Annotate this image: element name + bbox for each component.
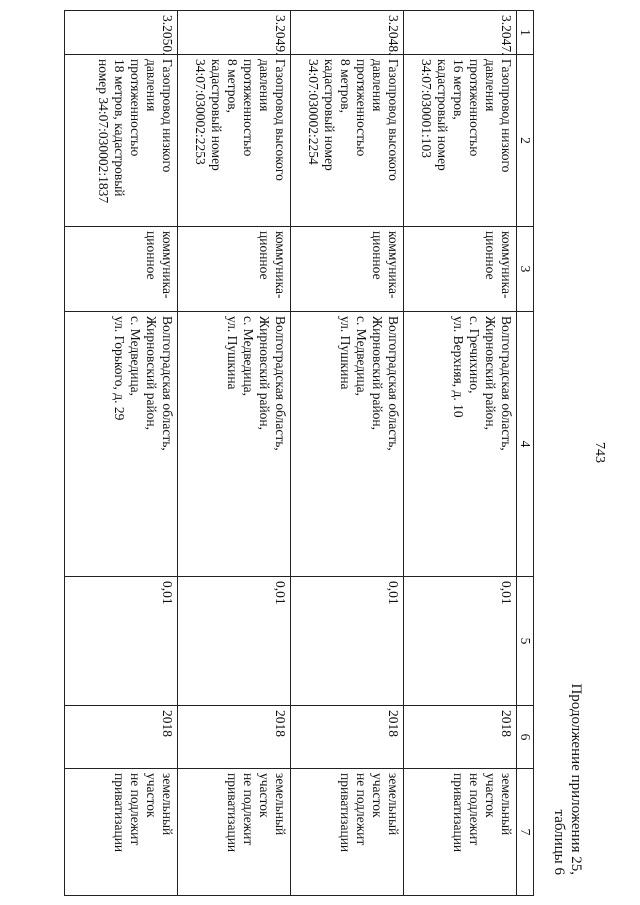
- object-name-line: Газопровод высокого: [273, 59, 288, 181]
- object-name-line: Газопровод низкого: [160, 59, 175, 173]
- note-line: приватизации: [112, 773, 127, 853]
- page-number: 743: [592, 442, 607, 463]
- address-line: Жирновский район,: [257, 316, 272, 431]
- note-line: земельный: [160, 773, 175, 836]
- row-number: 3.2048.: [291, 11, 404, 55]
- header-col-5: 5: [517, 577, 534, 706]
- address-line: Волгоградская область,: [499, 316, 514, 451]
- registry-table: [64, 10, 534, 896]
- row-number: 3.2047.: [404, 11, 517, 55]
- note: [291, 769, 404, 896]
- object-name: [178, 55, 291, 227]
- purpose-line: коммуника-: [499, 231, 514, 299]
- object-name: [404, 55, 517, 227]
- note: [65, 769, 178, 896]
- header-col-1: 1: [517, 11, 534, 55]
- address-line: с. Гречихино,: [467, 316, 482, 394]
- purpose-line: ционное: [370, 231, 385, 280]
- header-col-3: 3: [517, 227, 534, 312]
- purpose: [404, 227, 517, 312]
- area: 0,01: [178, 577, 291, 706]
- header-col-2: 2: [517, 55, 534, 227]
- address-line: Волгоградская область,: [273, 316, 288, 451]
- object-name-line: давления: [370, 59, 385, 112]
- note-line: земельный: [273, 773, 288, 836]
- note-line: участок: [370, 773, 385, 818]
- address: [404, 312, 517, 577]
- continuation-caption: [550, 615, 584, 875]
- address-line: ул. Верхняя, д. 10: [451, 316, 466, 418]
- object-name-line: протяженностью: [128, 59, 143, 157]
- address-line: Жирновский район,: [144, 316, 159, 431]
- note-line: приватизации: [451, 773, 466, 853]
- address-line: Волгоградская область,: [386, 316, 401, 451]
- year: 2018: [65, 706, 178, 769]
- object-name-line: протяженностью: [354, 59, 369, 157]
- object-name-line: 18 метров, кадастровый: [112, 59, 127, 197]
- note-line: участок: [483, 773, 498, 818]
- object-name-line: 16 метров,: [451, 59, 466, 120]
- object-name-line: кадастровый номер: [322, 59, 337, 171]
- note-line: приватизации: [225, 773, 240, 853]
- object-name-line: протяженностью: [241, 59, 256, 157]
- note-line: участок: [257, 773, 272, 818]
- object-name-line: протяженностью: [467, 59, 482, 157]
- address-line: Жирновский район,: [483, 316, 498, 431]
- note-line: не подлежит: [241, 773, 256, 846]
- note: [404, 769, 517, 896]
- continuation-line-1: Продолжение приложения 25,: [568, 683, 584, 875]
- purpose-line: коммуника-: [160, 231, 175, 299]
- continuation-line-2: таблицы 6: [551, 809, 567, 875]
- note-line: не подлежит: [128, 773, 143, 846]
- object-name-line: Газопровод высокого: [386, 59, 401, 181]
- address-line: ул. Горького, д. 29: [112, 316, 127, 421]
- header-col-7: 7: [517, 769, 534, 896]
- header-col-6: 6: [517, 706, 534, 769]
- address-line: с. Медведица,: [354, 316, 369, 397]
- year: 2018: [404, 706, 517, 769]
- note: [178, 769, 291, 896]
- purpose-line: ционное: [257, 231, 272, 280]
- address: [291, 312, 404, 577]
- object-name-line: номер 34:07:030002:1837: [96, 59, 111, 204]
- table-row: [291, 11, 404, 896]
- object-name-line: Газопровод низкого: [499, 59, 514, 173]
- purpose-line: ционное: [483, 231, 498, 280]
- header-col-4: 4: [517, 312, 534, 577]
- address-line: с. Медведица,: [241, 316, 256, 397]
- object-name-line: 8 метров,: [225, 59, 240, 113]
- table-row: [65, 11, 178, 896]
- address-line: с. Медведица,: [128, 316, 143, 397]
- object-name-line: 34:07:030002:2253: [193, 59, 208, 165]
- year: 2018: [178, 706, 291, 769]
- object-name: [65, 55, 178, 227]
- address-line: ул. Пушкина: [225, 316, 240, 390]
- address-line: ул. Пушкина: [338, 316, 353, 390]
- purpose: [178, 227, 291, 312]
- note-line: участок: [144, 773, 159, 818]
- note-line: земельный: [499, 773, 514, 836]
- row-number: 3.2049.: [178, 11, 291, 55]
- purpose: [65, 227, 178, 312]
- purpose: [291, 227, 404, 312]
- area: 0,01: [65, 577, 178, 706]
- note-line: приватизации: [338, 773, 353, 853]
- table-row: [178, 11, 291, 896]
- purpose-line: ционное: [144, 231, 159, 280]
- note-line: не подлежит: [467, 773, 482, 846]
- table-row: [404, 11, 517, 896]
- note-line: не подлежит: [354, 773, 369, 846]
- object-name-line: давления: [257, 59, 272, 112]
- year: 2018: [291, 706, 404, 769]
- address-line: Волгоградская область,: [160, 316, 175, 451]
- object-name-line: 8 метров,: [338, 59, 353, 113]
- row-number: 3.2050.: [65, 11, 178, 55]
- address-line: Жирновский район,: [370, 316, 385, 431]
- area: 0,01: [404, 577, 517, 706]
- object-name-line: кадастровый номер: [435, 59, 450, 171]
- purpose-line: коммуника-: [273, 231, 288, 299]
- object-name-line: давления: [483, 59, 498, 112]
- header-row: [517, 11, 534, 896]
- address: [178, 312, 291, 577]
- object-name-line: кадастровый номер: [209, 59, 224, 171]
- object-name-line: 34:07:030002:2254: [306, 59, 321, 165]
- object-name-line: 34:07:030001:103: [419, 59, 434, 159]
- object-name-line: давления: [144, 59, 159, 112]
- purpose-line: коммуника-: [386, 231, 401, 299]
- address: [65, 312, 178, 577]
- object-name: [291, 55, 404, 227]
- area: 0,01: [291, 577, 404, 706]
- note-line: земельный: [386, 773, 401, 836]
